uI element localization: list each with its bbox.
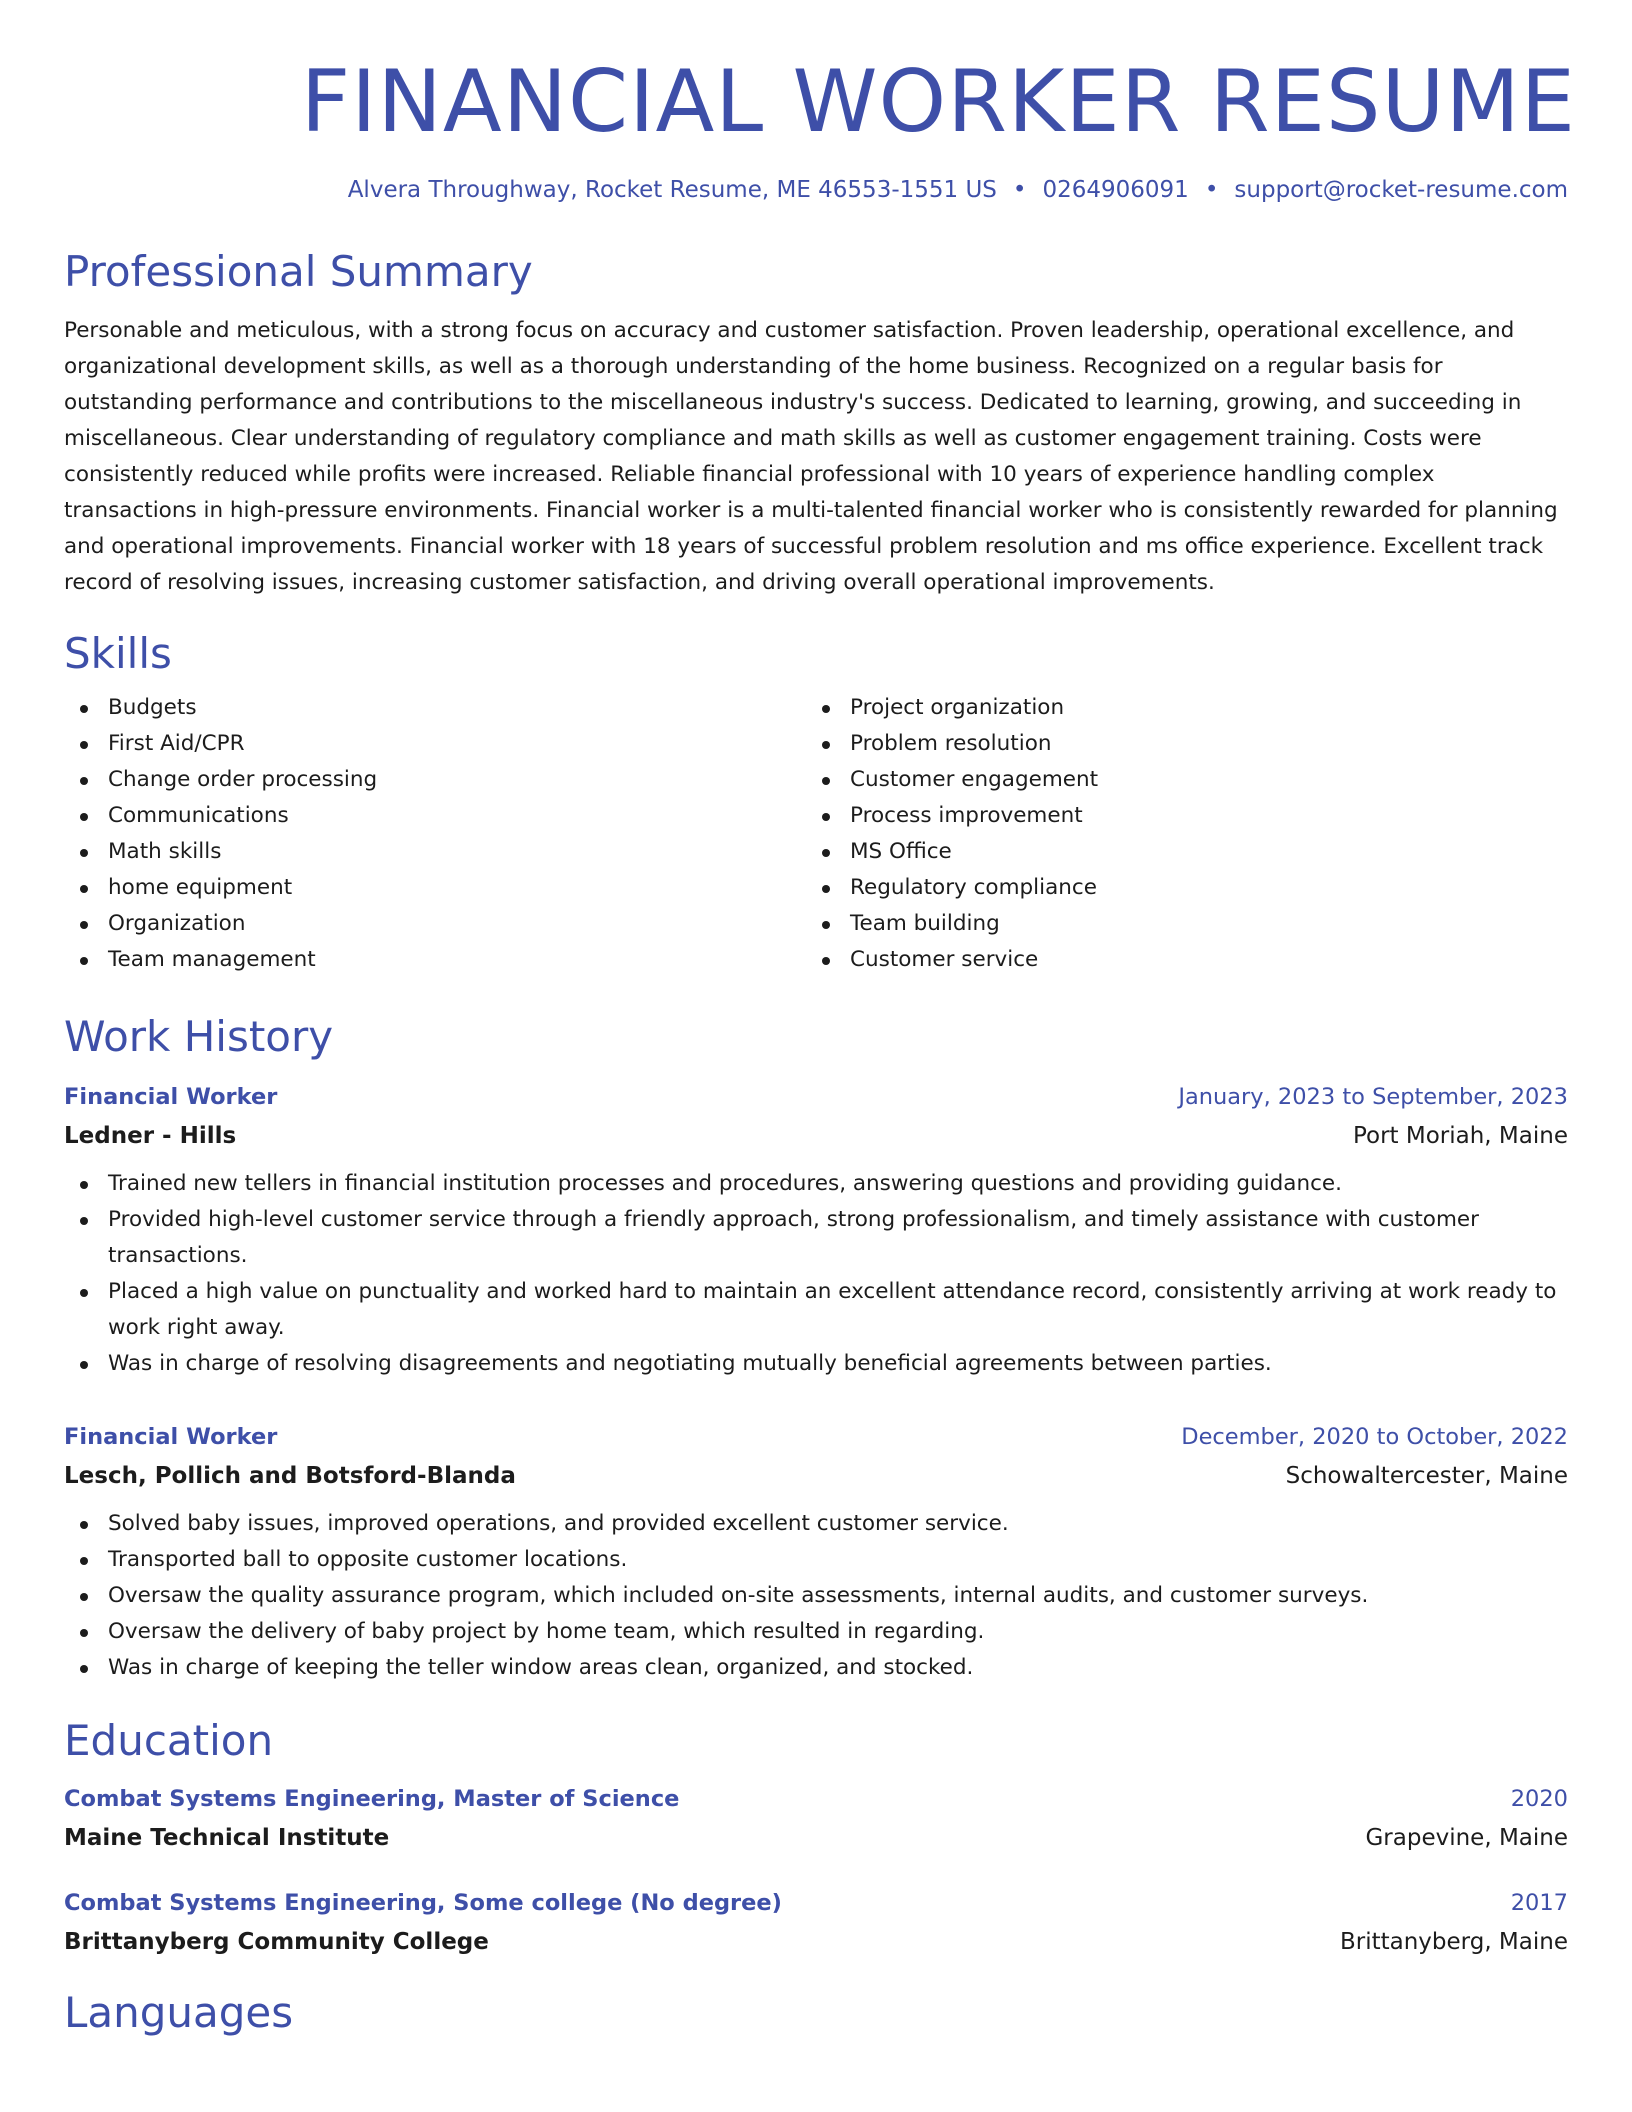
job-bullet: Transported ball to opposite customer locations. xyxy=(64,1542,1568,1578)
contact-separator: • xyxy=(1012,176,1027,203)
job-bullet: Was in charge of keeping the teller window areas clean, organized, and stocked. xyxy=(64,1650,1568,1686)
job-entry xyxy=(64,1078,1568,1382)
job-bullet: Placed a high value on punctuality and worked hard to maintain an excellent attendance record, consistently arriving at work ready to work right away. xyxy=(64,1274,1568,1346)
skill-item: Regulatory compliance xyxy=(806,870,1548,906)
skills-grid xyxy=(64,690,1568,978)
job-bullets xyxy=(64,1166,1568,1382)
job-title: Financial Worker xyxy=(64,1084,278,1111)
job-dates: January, 2023 to September, 2023 xyxy=(1178,1084,1568,1111)
work-history-heading: Work History xyxy=(64,1011,334,1061)
education-degree: Combat Systems Engineering, Master of Science xyxy=(64,1786,680,1813)
summary-section xyxy=(64,247,1568,601)
skill-item: Change order processing xyxy=(64,762,806,798)
job-bullet: Solved baby issues, improved operations, and provided excellent customer service. xyxy=(64,1506,1568,1542)
job-bullets xyxy=(64,1506,1568,1686)
education-heading: Education xyxy=(64,1716,274,1766)
skills-column-right xyxy=(806,690,1548,978)
work-history-section xyxy=(64,1012,1568,1686)
education-school: Maine Technical Institute xyxy=(64,1825,390,1852)
skill-item: Communications xyxy=(64,798,806,834)
education-school-row xyxy=(64,1922,1568,1962)
education-section xyxy=(64,1716,1568,1962)
skill-item: Customer service xyxy=(806,942,1548,978)
job-employer: Lesch, Pollich and Botsford-Blanda xyxy=(64,1463,516,1490)
skill-item: home equipment xyxy=(64,870,806,906)
contact-separator: • xyxy=(1204,176,1219,203)
skills-section xyxy=(64,629,1568,977)
education-entry xyxy=(64,1780,1568,1858)
contact-phone: 0264906091 xyxy=(1042,176,1189,203)
job-location: Schowaltercester, Maine xyxy=(1285,1463,1568,1490)
job-bullet: Trained new tellers in financial institution processes and procedures, answering questions and providing guidance. xyxy=(64,1166,1568,1202)
summary-text: Personable and meticulous, with a strong focus on accuracy and customer satisfaction. Proven leadership, operational excellence, and organizational development skills, as well as a thorough understanding of the home business. Recognized on a regular basis for outstanding performance and contributions to the miscellaneous industry's success. Dedicated to learning, growing, and succeeding in miscellaneous. Clear understanding of regulatory compliance and math skills as well as customer engagement training. Costs were consistently reduced while profits were increased. Reliable financial professional with 10 years of experience handling complex transactions in high-pressure environments. Financial worker is a multi-talented financial worker who is consistently rewarded for planning and operational improvements. Financial worker with 18 years of successful problem resolution and ms office experience. Excellent track record of resolving issues, increasing customer satisfaction, and driving overall operational improvements. xyxy=(64,318,1558,596)
skills-column-left xyxy=(64,690,806,978)
job-header-row xyxy=(64,1078,1568,1116)
skill-item: Team building xyxy=(806,906,1548,942)
job-employer-row xyxy=(64,1456,1568,1496)
contact-line xyxy=(64,177,1568,203)
education-school-row xyxy=(64,1818,1568,1858)
job-employer: Ledner - Hills xyxy=(64,1123,237,1150)
education-year: 2020 xyxy=(1510,1786,1568,1813)
contact-email: support@rocket-resume.com xyxy=(1234,176,1568,203)
job-entry xyxy=(64,1418,1568,1686)
education-location: Grapevine, Maine xyxy=(1365,1825,1568,1852)
education-header-row xyxy=(64,1884,1568,1922)
languages-heading: Languages xyxy=(64,1988,294,2038)
skill-item: Project organization xyxy=(806,690,1548,726)
languages-section xyxy=(64,1988,1568,2038)
skills-heading: Skills xyxy=(64,629,172,679)
skill-item: Math skills xyxy=(64,834,806,870)
document-title: FINANCIAL WORKER RESUME xyxy=(300,52,1576,152)
education-school: Brittanyberg Community College xyxy=(64,1929,489,1956)
skill-item: MS Office xyxy=(806,834,1548,870)
job-bullet: Provided high-level customer service through a friendly approach, strong professionalism, and timely assistance with customer transactions. xyxy=(64,1202,1568,1274)
contact-address: Alvera Throughway, Rocket Resume, ME 46553-1551 US xyxy=(347,176,997,203)
job-bullet: Oversaw the quality assurance program, which included on-site assessments, internal audits, and customer surveys. xyxy=(64,1578,1568,1614)
skill-item: First Aid/CPR xyxy=(64,726,806,762)
skill-item: Budgets xyxy=(64,690,806,726)
education-year: 2017 xyxy=(1510,1890,1568,1917)
job-bullet: Oversaw the delivery of baby project by home team, which resulted in regarding. xyxy=(64,1614,1568,1650)
job-dates: December, 2020 to October, 2022 xyxy=(1181,1424,1568,1451)
education-header-row xyxy=(64,1780,1568,1818)
job-title: Financial Worker xyxy=(64,1424,278,1451)
skill-item: Process improvement xyxy=(806,798,1548,834)
job-header-row xyxy=(64,1418,1568,1456)
job-employer-row xyxy=(64,1116,1568,1156)
skill-item: Team management xyxy=(64,942,806,978)
education-location: Brittanyberg, Maine xyxy=(1339,1929,1568,1956)
job-location: Port Moriah, Maine xyxy=(1352,1123,1568,1150)
skill-item: Organization xyxy=(64,906,806,942)
education-entry xyxy=(64,1884,1568,1962)
summary-heading: Professional Summary xyxy=(64,246,533,296)
skill-item: Problem resolution xyxy=(806,726,1548,762)
skill-item: Customer engagement xyxy=(806,762,1548,798)
job-bullet: Was in charge of resolving disagreements and negotiating mutually beneficial agreements between parties. xyxy=(64,1346,1568,1382)
education-degree: Combat Systems Engineering, Some college (No degree) xyxy=(64,1890,782,1917)
